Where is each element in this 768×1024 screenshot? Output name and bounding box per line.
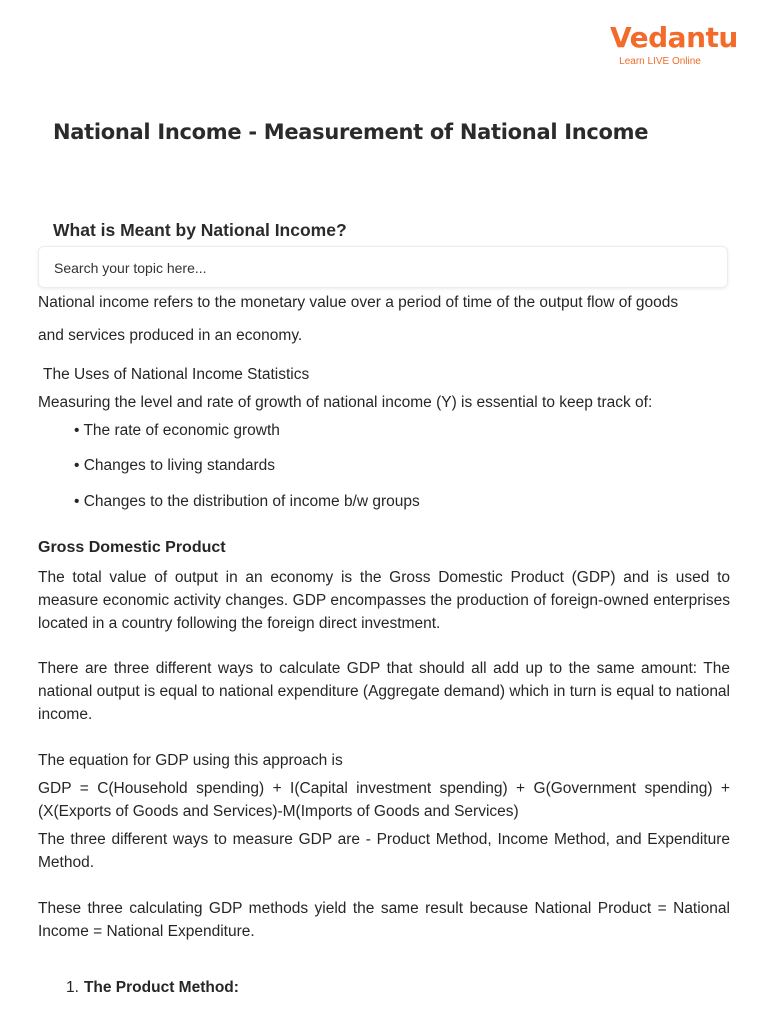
gdp-equation: GDP = C(Household spending) + I(Capital investment spending) + G(Government spending) + (X(Exports of Goods and Services)-M(Imports of Goods and Services) xyxy=(38,780,730,820)
search-input[interactable] xyxy=(54,257,714,279)
bullet-item: • The rate of economic growth xyxy=(74,422,280,439)
equation-lead: The equation for GDP using this approach is xyxy=(38,752,343,769)
uses-lead: Measuring the level and rate of growth of national income (Y) is essential to keep track of: xyxy=(38,394,653,411)
vedantu-logo xyxy=(610,21,738,68)
bullet-item: • Changes to living standards xyxy=(74,457,276,474)
search-box[interactable] xyxy=(38,246,728,288)
gdp-heading: Gross Domestic Product xyxy=(38,539,226,556)
logo-wordmark: Vedantu xyxy=(610,21,738,54)
gdp-paragraph-2: There are three different ways to calculate GDP that should all add up to the same amount: The national output is equal to national expenditure (Aggregate demand) which in turn is equal to national income. xyxy=(38,660,730,723)
list-number: 1. xyxy=(66,979,79,996)
intro-line-1: National income refers to the monetary value over a period of time of the output flow of goods xyxy=(38,294,679,311)
gdp-methods: The three different ways to measure GDP are - Product Method, Income Method, and Expenditure Method. xyxy=(38,831,730,871)
gdp-same-result: These three calculating GDP methods yield the same result because National Product = National Income = National Expenditure. xyxy=(38,900,730,940)
intro-line-2: and services produced in an economy. xyxy=(38,327,303,344)
section-heading: What is Meant by National Income? xyxy=(53,220,347,240)
logo-tagline: Learn LIVE Online xyxy=(619,56,701,67)
bullet-item: • Changes to the distribution of income b/w groups xyxy=(74,493,420,510)
list-label: The Product Method: xyxy=(83,979,239,996)
gdp-paragraph-1: The total value of output in an economy is the Gross Domestic Product (GDP) and is used to measure economic activity changes. GDP encompasses the production of foreign-owned enterprises located in a country following the foreign direct investment. xyxy=(38,569,730,632)
list-item-product-method xyxy=(66,977,239,999)
uses-heading: The Uses of National Income Statistics xyxy=(43,366,310,383)
page-title: National Income - Measurement of National Income xyxy=(53,120,649,144)
